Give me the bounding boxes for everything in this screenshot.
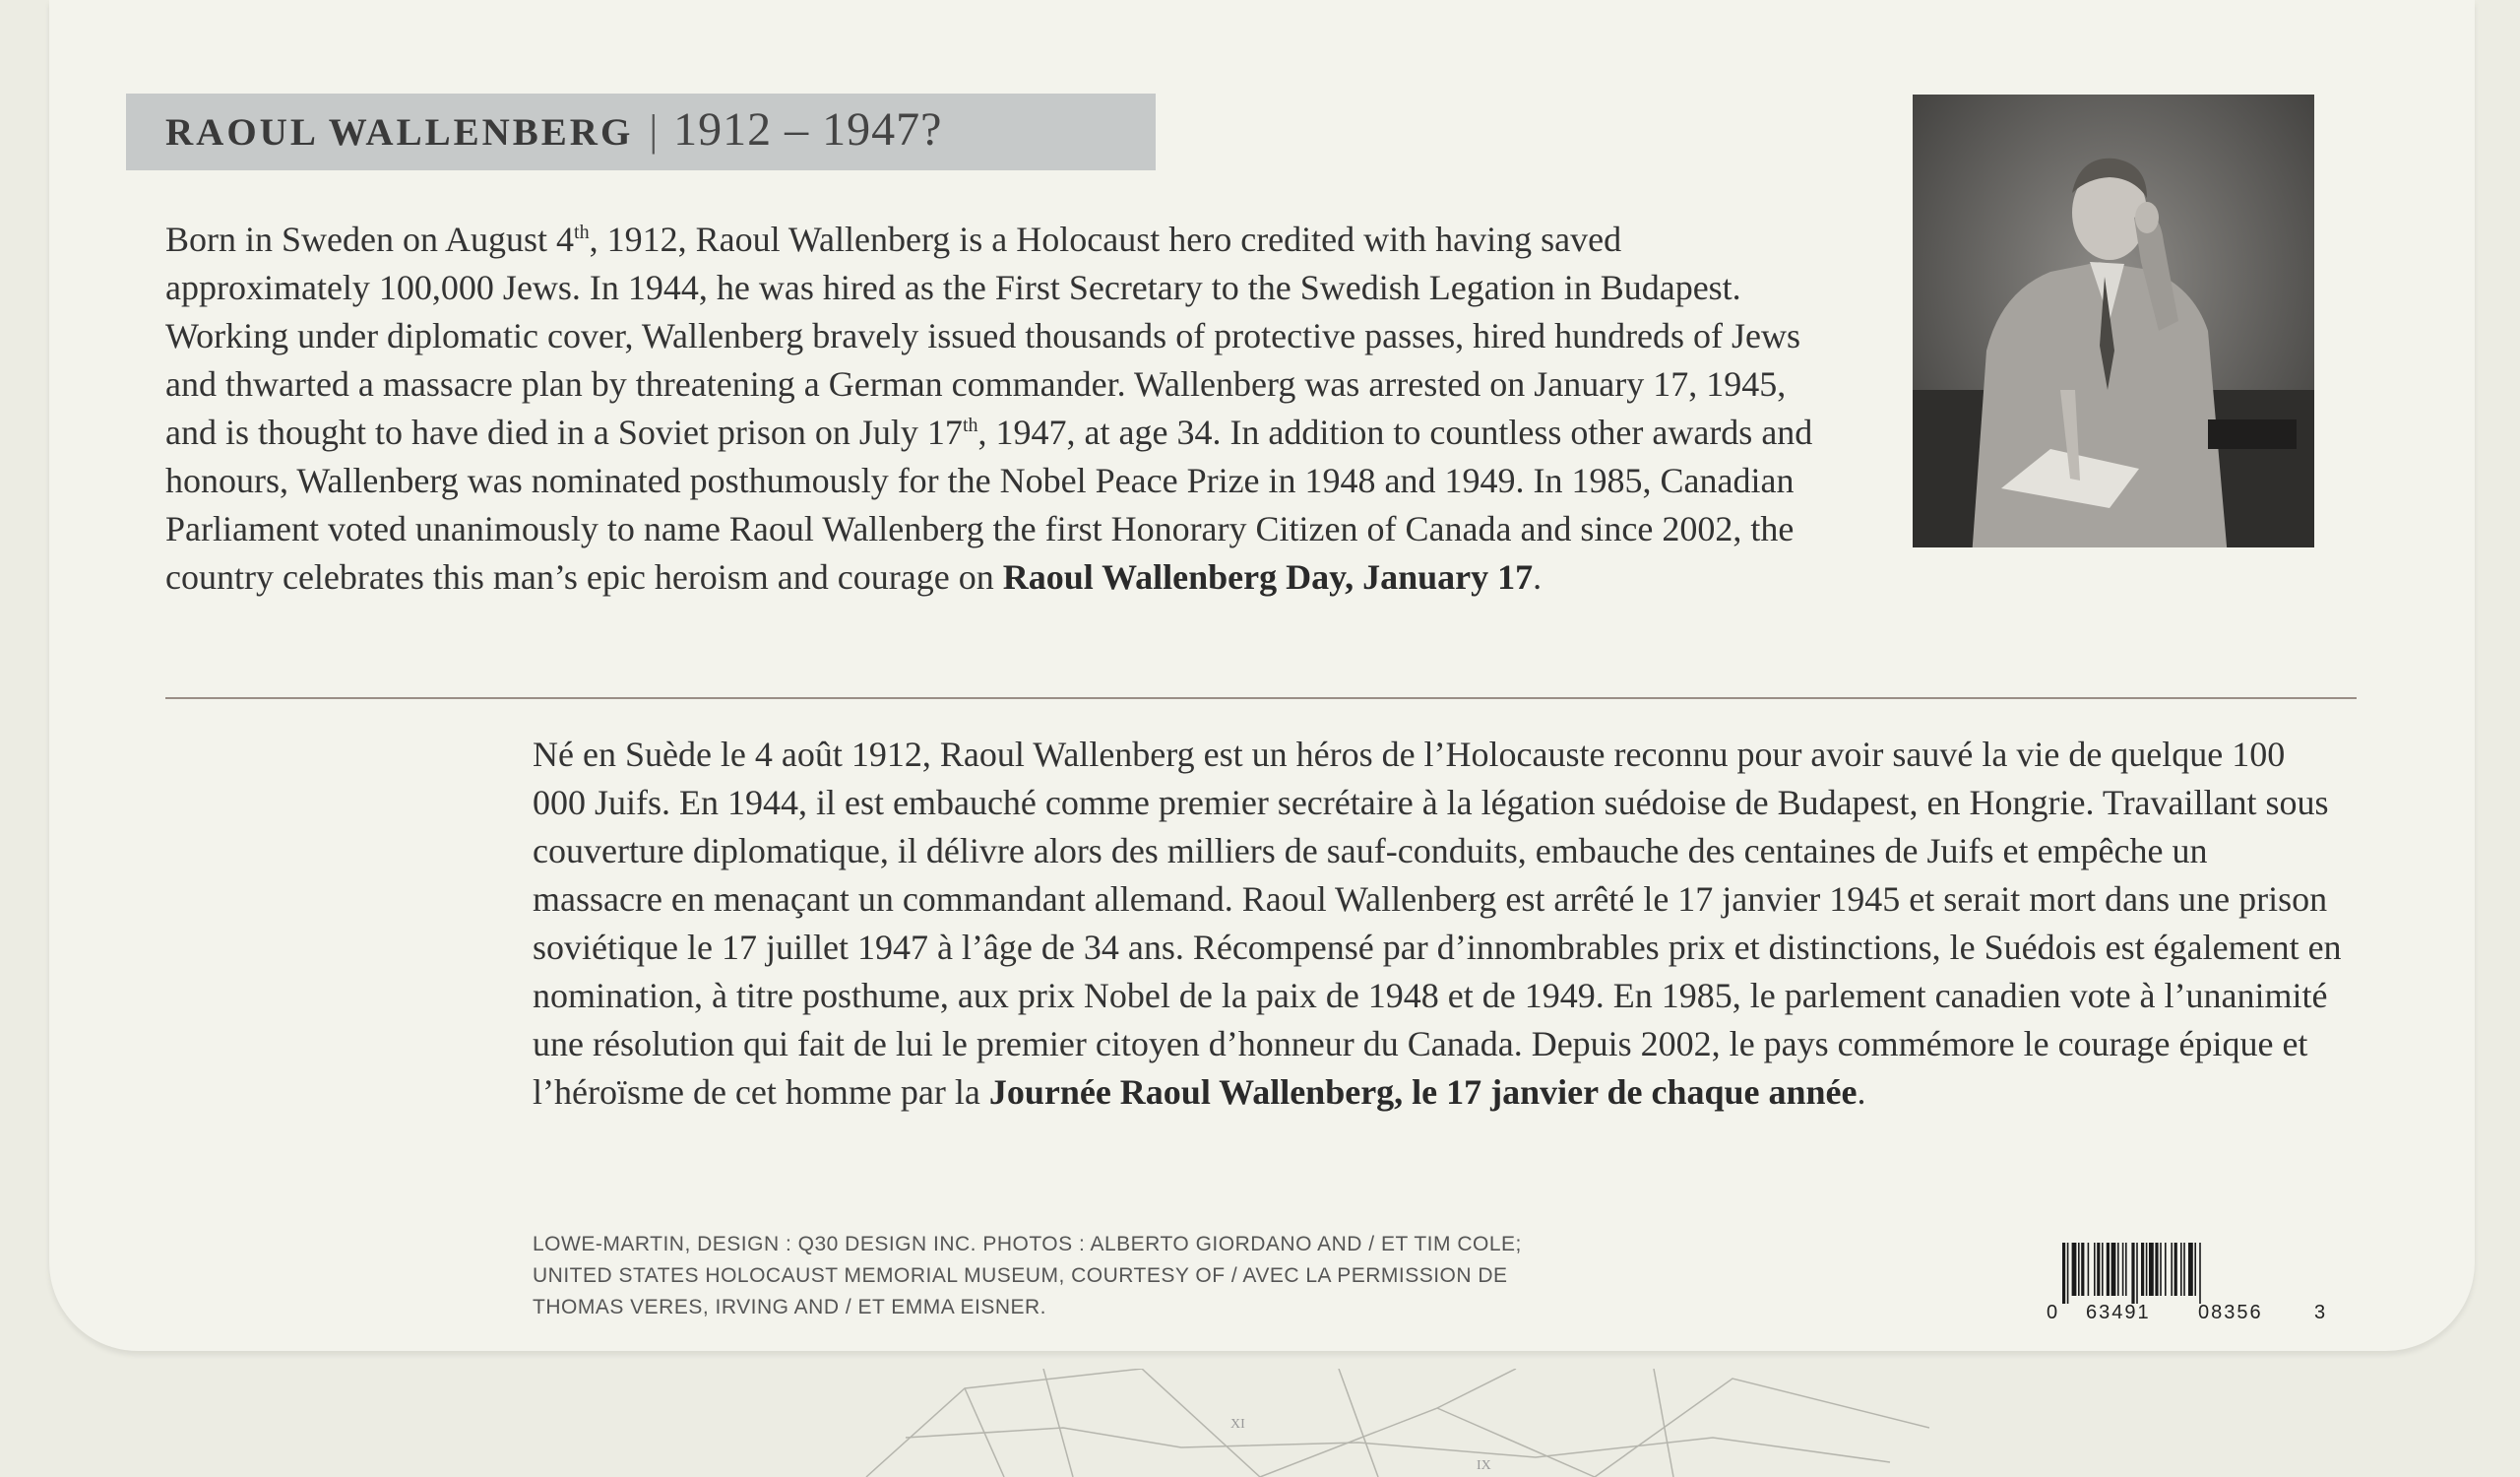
page-title [165,102,942,161]
barcode-bar [2088,1243,2090,1296]
barcode-bar [2188,1243,2193,1296]
barcode-bar [2097,1243,2100,1296]
barcode-bar [2117,1243,2119,1296]
barcode-bar [2125,1243,2127,1296]
credits-line-1: LOWE-MARTIN, DESIGN : Q30 DESIGN INC. PHOTOS : ALBERTO GIORDANO AND / ET TIM COLE; [533,1233,1522,1255]
title-name: RAOUL WALLENBERG [165,111,634,154]
barcode-bar [2165,1243,2167,1296]
barcode-bar [2199,1243,2201,1304]
portrait-photo [1913,95,2314,547]
barcode-bar [2146,1243,2148,1296]
barcode-bar [2107,1243,2110,1296]
superscript-th: th [574,222,590,243]
english-text-3: , 1947, at age 34. In addition to countless other awards and honours, Wallenberg was nominated posthumously for the Nobel Peace Prize in 1948 and 1949. In 1985, Canadian Parliament voted unanimously to name Raoul Wallenberg the first Honorary Citizen of Canada and since 2002, the country celebrates this man’s epic heroism and courage on [165,413,1813,597]
credits-line-2: UNITED STATES HOLOCAUST MEMORIAL MUSEUM, COURTESY OF / AVEC LA PERMISSION DE [533,1264,1508,1287]
barcode-bar [2081,1243,2084,1296]
barcode-bar [2094,1243,2096,1296]
portrait-image [1913,95,2314,547]
superscript-th: th [962,415,978,436]
barcode-bar [2160,1243,2162,1296]
french-paragraph [533,731,2344,1117]
section-divider [165,697,2357,699]
barcode [2043,1243,2338,1321]
map-label-xi: XI [1230,1417,1245,1432]
english-paragraph [165,216,1819,602]
barcode-bar [2183,1243,2185,1296]
barcode-right-digit: 3 [2314,1302,2326,1321]
barcode-bar [2171,1243,2173,1296]
english-text-2: , 1912, Raoul Wallenberg is a Holocaust hero credited with having saved approximately 100,000 Jews. In 1944, he was hired as the First Secretary to the Swedish Legation in Budapest. Working under diplomatic cover, Wallenberg bravely issued thousands of protective passes, hired hundreds of Jews and thwarted a massacre plan by threatening a German commander. Wallenberg was arrested on January 17, 1945, and is thought to have died in a Soviet prison on July 17 [165,220,1801,452]
barcode-bar [2180,1243,2182,1296]
credits [533,1229,1714,1323]
credits-line-3: THOMAS VERES, IRVING AND / ET EMMA EISNER. [533,1296,1046,1318]
barcode-bar [2062,1243,2065,1304]
title-years: 1912 – 1947? [673,103,943,156]
french-period: . [1857,1072,1866,1112]
english-period: . [1533,557,1543,597]
french-text: Né en Suède le 4 août 1912, Raoul Wallenberg est un héros de l’Holocauste reconnu pour avoir sauvé la vie de quelque 100 000 Juifs. En 1944, il est embauché comme premier secrétaire à la légation suédoise de Budapest, en Hongrie. Travaillant sous couverture diplomatique, il délivre alors des milliers de sauf-conduits, embauche des centaines de Juifs et empêche un massacre en menaçant un commandant allemand. Raoul Wallenberg est arrêté le 17 janvier 1945 et serait mort dans une prison soviétique le 17 juillet 1947 à l’âge de 34 ans. Récompensé par d’innombrables prix et distinctions, le Suédois est également en nomination, à titre posthume, aux prix Nobel de la paix de 1948 et de 1949. En 1985, le parlement canadien vote à l’unanimité une résolution qui fait de lui le premier citoyen d’honneur du Canada. Depuis 2002, le pays commémore le courage épique et l’héroïsme de cet homme par la [533,735,2342,1112]
barcode-left-digit: 0 [2047,1302,2058,1321]
barcode-bar [2067,1243,2069,1304]
english-highlight: Raoul Wallenberg Day, January 17 [1002,557,1534,597]
barcode-bar [2078,1243,2080,1296]
barcode-bar [2111,1243,2116,1296]
barcode-bar [2122,1243,2124,1296]
title-separator: | [649,106,659,155]
barcode-bar [2136,1243,2138,1304]
map-illustration [847,1369,1929,1477]
map-label-ix: IX [1477,1458,1491,1473]
barcode-bar [2072,1243,2077,1296]
english-text-1: Born in Sweden on August 4 [165,220,575,259]
barcode-bar [2194,1243,2196,1296]
barcode-bar [2174,1243,2177,1296]
barcode-bar [2149,1243,2154,1296]
barcode-group-2: 08356 [2198,1302,2263,1321]
french-highlight: Journée Raoul Wallenberg, le 17 janvier de chaque année [988,1072,1858,1112]
barcode-group-1: 63491 [2086,1302,2151,1321]
barcode-bar [2155,1243,2158,1296]
barcode-bar [2102,1243,2104,1296]
barcode-bar [2131,1243,2134,1304]
barcode-bar [2141,1243,2144,1296]
